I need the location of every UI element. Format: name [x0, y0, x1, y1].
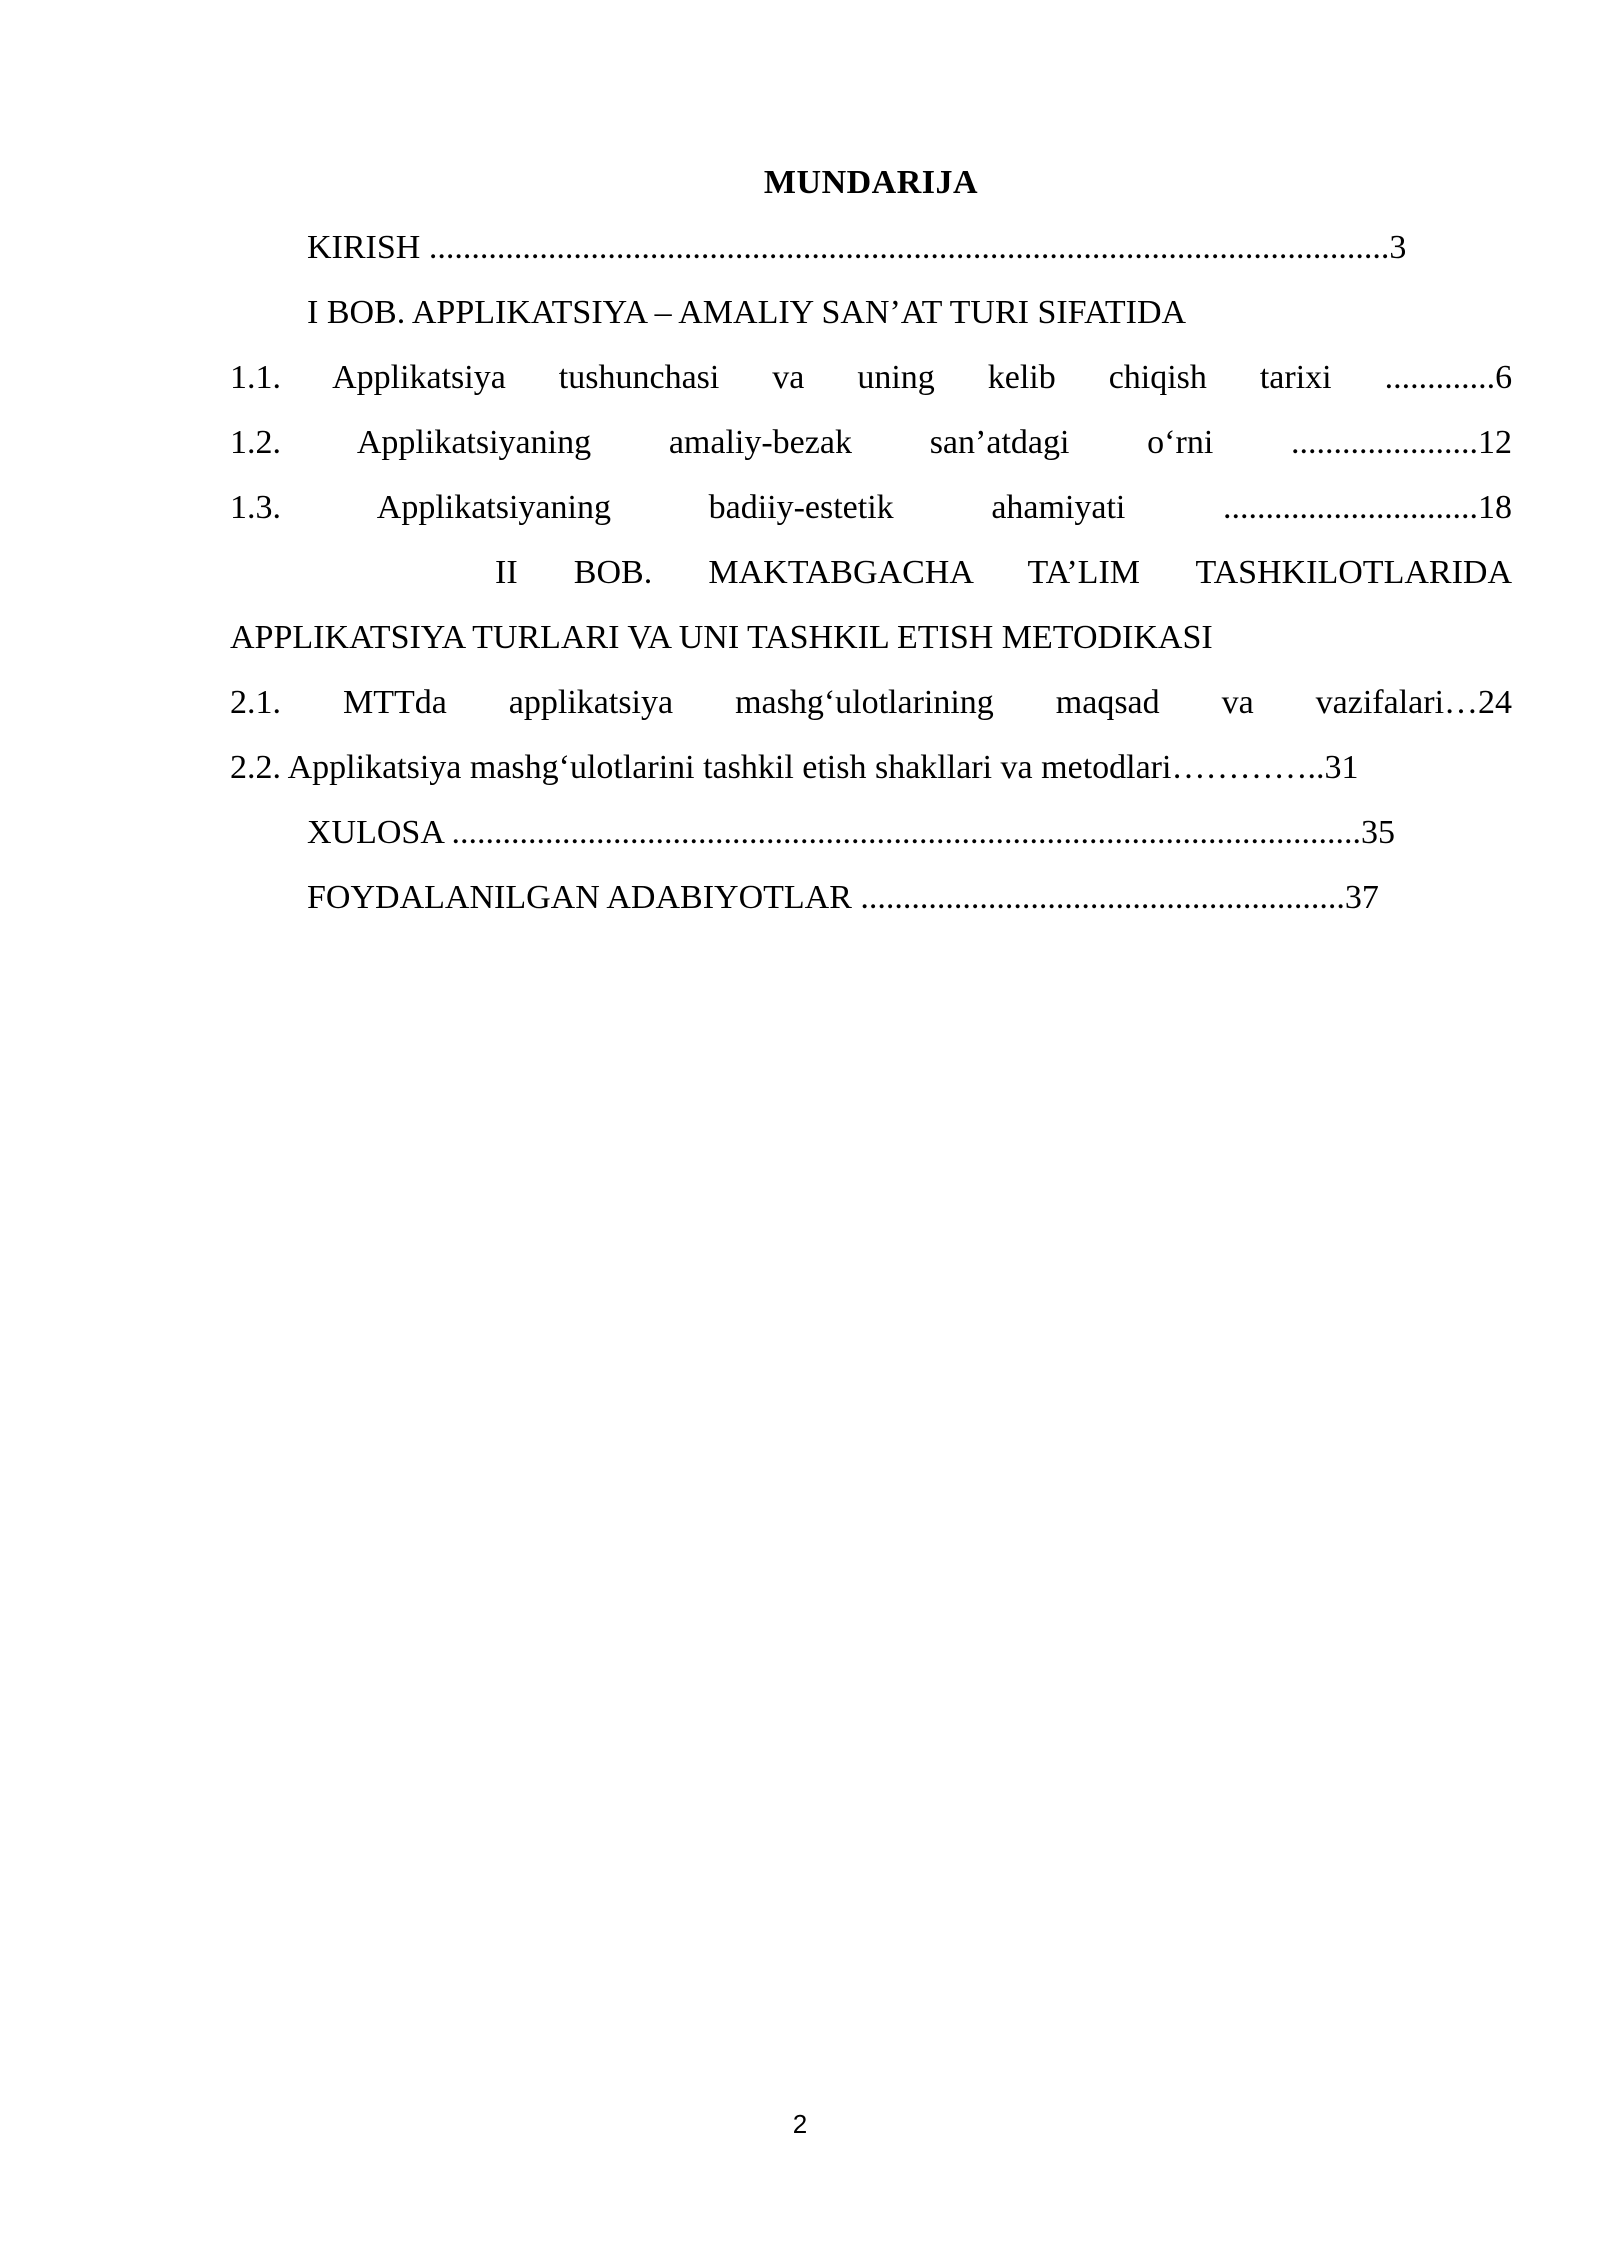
toc-word: applikatsiya	[508, 684, 674, 721]
toc-word: ahamiyati	[991, 489, 1126, 526]
toc-entry-2-2: 2.2. Applikatsiya mashg‘ulotlarini tashkil etish shakllari va metodlari…………..31	[230, 749, 1359, 786]
toc-word: TA’LIM	[1027, 554, 1141, 591]
toc-word: tarixi	[1259, 359, 1332, 396]
toc-word: BOB.	[573, 554, 653, 591]
toc-page-leader: ..............................18	[1223, 489, 1512, 526]
toc-word: TASHKILOTLARIDA	[1195, 554, 1512, 591]
toc-word: 1.3.	[230, 489, 281, 526]
toc-title: MUNDARIJA	[763, 164, 979, 201]
page-number: 2	[792, 2109, 808, 2139]
toc-entry-kirish: KIRISH .................................................................................................................3	[307, 229, 1407, 266]
toc-word: Applikatsiya	[332, 359, 506, 396]
toc-entry-adabiyotlar: FOYDALANILGAN ADABIYOTLAR .........................................................37	[307, 879, 1379, 916]
toc-word: kelib	[987, 359, 1056, 396]
toc-word: tushunchasi	[558, 359, 720, 396]
toc-word: uning	[857, 359, 935, 396]
toc-word: san’atdagi	[929, 424, 1070, 461]
toc-word: va	[1221, 684, 1254, 721]
toc-chapter-2-heading-line-1	[230, 540, 1512, 605]
toc-word: badiiy-estetik	[708, 489, 894, 526]
toc-word: chiqish	[1108, 359, 1207, 396]
toc-page-leader: ......................12	[1291, 424, 1512, 461]
toc-word: mashg‘ulotlarining	[735, 684, 994, 721]
toc-word: 1.2.	[230, 424, 281, 461]
toc-word: o‘rni	[1147, 424, 1214, 461]
toc-chapter-1-heading: I BOB. APPLIKATSIYA – AMALIY SAN’AT TURI SIFATIDA	[307, 294, 1187, 331]
toc-word: Applikatsiyaning	[356, 424, 592, 461]
toc-word: II	[495, 554, 518, 591]
table-of-contents	[230, 150, 1512, 930]
toc-entry-xulosa: XULOSA ...........................................................................................................35	[307, 814, 1396, 851]
toc-page-leader: .............6	[1384, 359, 1512, 396]
toc-entry-1-3	[230, 475, 1512, 540]
toc-word: 1.1.	[230, 359, 281, 396]
toc-word: 2.1.	[230, 684, 281, 721]
toc-chapter-2-heading-line-2: APPLIKATSIYA TURLARI VA UNI TASHKIL ETISH METODIKASI	[230, 619, 1213, 656]
toc-entry-2-1	[230, 670, 1512, 735]
toc-entry-1-1	[230, 345, 1512, 410]
toc-entry-1-2	[230, 410, 1512, 475]
toc-word: maqsad	[1055, 684, 1160, 721]
toc-word: va	[772, 359, 805, 396]
toc-word: MAKTABGACHA	[708, 554, 972, 591]
toc-page-leader: vazifalari…24	[1315, 684, 1512, 721]
toc-word: MTTda	[342, 684, 447, 721]
toc-word: amaliy-bezak	[668, 424, 852, 461]
toc-word: Applikatsiyaning	[376, 489, 611, 526]
